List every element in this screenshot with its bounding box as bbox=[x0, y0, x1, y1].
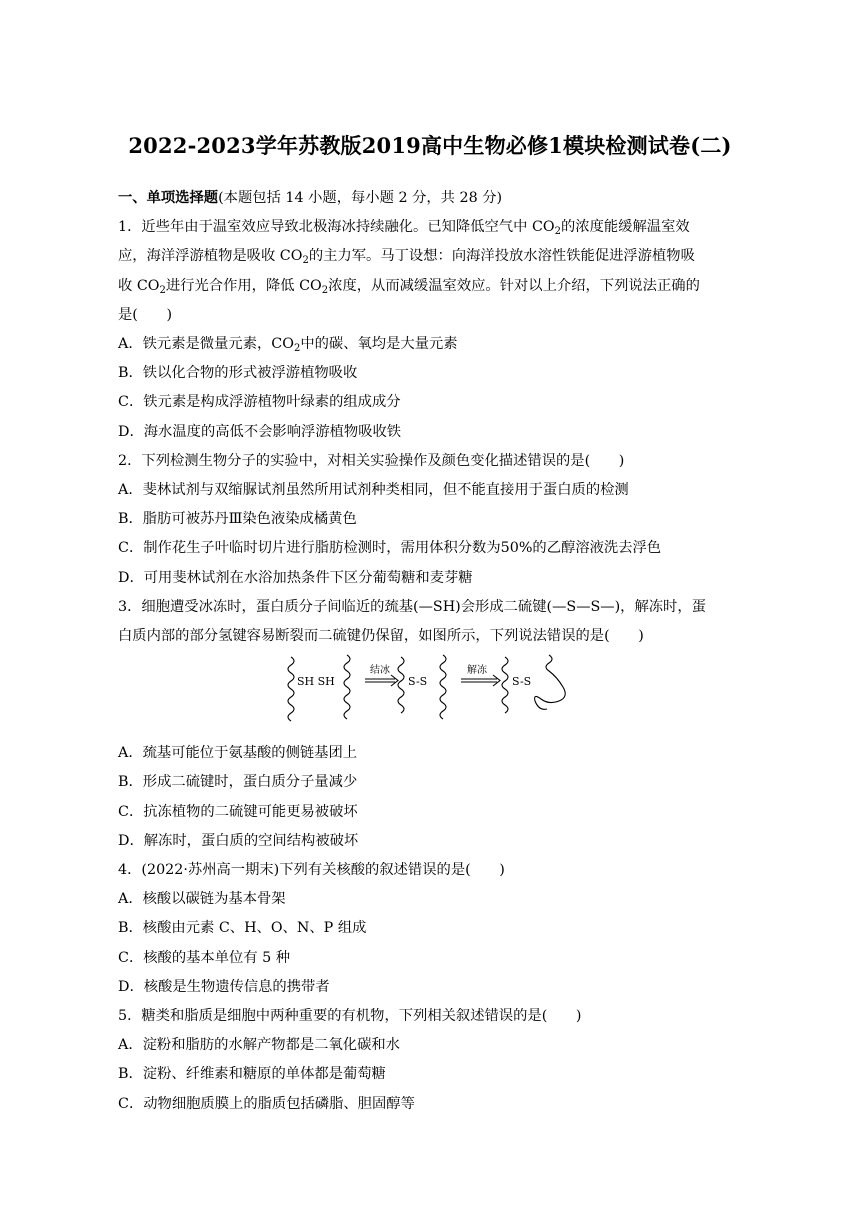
question-2-option-c: C．制作花生子叶临时切片进行脂肪检测时，需用体积分数为50%的乙醇溶液洗去浮色 bbox=[118, 540, 662, 557]
subscript: 2 bbox=[321, 284, 329, 296]
protein-chain-2 bbox=[344, 655, 350, 719]
question-4 bbox=[118, 856, 742, 1002]
question-2-option-b: B．脂肪可被苏丹Ⅲ染色液染成橘黄色 bbox=[118, 511, 357, 528]
protein-chain-3 bbox=[398, 657, 404, 713]
question-3-stem-line2: 白质内部的部分氢键容易断裂而二硫键仍保留，如图所示，下列说法错误的是( ) bbox=[118, 628, 644, 645]
question-1-option-b: B．铁以化合物的形式被浮游植物吸收 bbox=[118, 365, 358, 382]
ss-label-2: S-S bbox=[512, 675, 532, 689]
q1-line1-a: 1．近些年由于温室效应导致北极海冰持续融化。已知降低空气中 CO bbox=[118, 219, 555, 236]
question-3 bbox=[118, 593, 742, 856]
question-3-stem-line1: 3．细胞遭受冰冻时，蛋白质分子间临近的巯基(—SH)会形成二硫键(—S—S—)，解冻时，蛋 bbox=[118, 598, 706, 615]
question-1 bbox=[118, 213, 742, 447]
question-4-option-b: B．核酸由元素 C、H、O、N、P 组成 bbox=[118, 920, 367, 937]
question-2-stem: 2．下列检测生物分子的实验中，对相关实验操作及颜色变化描述错误的是( ) bbox=[118, 452, 625, 469]
question-1-stem-line4: 是( ) bbox=[118, 306, 173, 323]
q1-line3-b: 进行光合作用，降低 CO bbox=[165, 277, 322, 294]
q1-option-a-text-b: 中的碳、氧均是大量元素 bbox=[300, 336, 458, 353]
question-3-option-a: A．巯基可能位于氨基酸的侧链基团上 bbox=[118, 745, 358, 762]
section-note: (本题包括 14 小题，每小题 2 分，共 28 分) bbox=[218, 190, 503, 206]
protein-chain-5 bbox=[502, 657, 508, 713]
ss-label-1: S-S bbox=[408, 675, 428, 689]
sh-label: SH SH bbox=[297, 675, 335, 689]
subscript: 2 bbox=[302, 255, 309, 267]
page-title: 2022-2023学年苏教版2019高中生物必修1模块检测试卷(二) bbox=[128, 133, 732, 158]
subscript: 2 bbox=[554, 226, 561, 238]
question-1-stem bbox=[118, 213, 742, 242]
question-4-option-a: A．核酸以碳链为基本骨架 bbox=[118, 891, 286, 908]
q1-line1-b: 的浓度能缓解温室效 bbox=[561, 219, 690, 236]
question-2-option-a: A．斐林试剂与双缩脲试剂虽然所用试剂种类相同，但不能直接用于蛋白质的检测 bbox=[118, 482, 629, 499]
freeze-label: 结冰 bbox=[370, 665, 390, 677]
question-5 bbox=[118, 1002, 742, 1119]
question-4-option-c: C．核酸的基本单位有 5 种 bbox=[118, 949, 291, 966]
question-1-option-c: C．铁元素是构成浮游植物叶绿素的组成成分 bbox=[118, 394, 401, 411]
question-1-stem-line3 bbox=[118, 272, 742, 301]
question-5-option-c: C．动物细胞质膜上的脂质包括磷脂、胆固醇等 bbox=[118, 1095, 415, 1112]
subscript: 2 bbox=[159, 284, 166, 296]
protein-chain-6-unfolded bbox=[535, 655, 566, 709]
q1-option-a-text: A．铁元素是微量元素，CO bbox=[118, 336, 294, 353]
question-5-option-a: A．淀粉和脂肪的水解产物都是二氧化碳和水 bbox=[118, 1037, 400, 1054]
disulfide-bond-figure bbox=[118, 653, 742, 733]
question-5-stem: 5．糖类和脂质是细胞中两种重要的有机物，下列相关叙述错误的是( ) bbox=[118, 1008, 582, 1025]
question-3-option-b: B．形成二硫键时，蛋白质分子量减少 bbox=[118, 774, 358, 791]
q1-line2-a: 应，海洋浮游植物是吸收 CO bbox=[118, 248, 303, 265]
question-1-option-d: D．海水温度的高低不会影响浮游植物吸收铁 bbox=[118, 423, 402, 440]
thaw-label: 解冻 bbox=[467, 665, 487, 677]
question-3-option-d: D．解冻时，蛋白质的空间结构被破坏 bbox=[118, 832, 359, 849]
question-1-option-a bbox=[118, 330, 742, 359]
section-heading bbox=[118, 184, 742, 213]
question-2 bbox=[118, 447, 742, 593]
question-1-stem-line2 bbox=[118, 242, 742, 271]
section-title: 一、单项选择题 bbox=[118, 190, 219, 206]
question-4-stem: 4．(2022·苏州高一期末)下列有关核酸的叙述错误的是( ) bbox=[118, 862, 505, 879]
q1-line3-c: 浓度，从而减缓温室效应。针对以上介绍，下列说法正确的 bbox=[328, 277, 700, 294]
q1-line2-b: 的主力军。马丁设想：向海洋投放水溶性铁能促进浮游植物吸 bbox=[308, 248, 695, 265]
protein-chain-4 bbox=[440, 655, 446, 719]
question-4-option-d: D．核酸是生物遗传信息的携带者 bbox=[118, 978, 330, 995]
document-body bbox=[118, 184, 742, 1119]
question-5-option-b: B．淀粉、纤维素和糖原的单体都是葡萄糖 bbox=[118, 1066, 386, 1083]
disulfide-diagram bbox=[283, 653, 583, 733]
q1-line3-a: 收 CO bbox=[118, 277, 160, 294]
subscript: 2 bbox=[293, 343, 301, 355]
question-3-option-c: C．抗冻植物的二硫键可能更易被破坏 bbox=[118, 803, 358, 820]
protein-chain-1 bbox=[288, 657, 294, 721]
question-2-option-d: D．可用斐林试剂在水浴加热条件下区分葡萄糖和麦芽糖 bbox=[118, 569, 473, 586]
